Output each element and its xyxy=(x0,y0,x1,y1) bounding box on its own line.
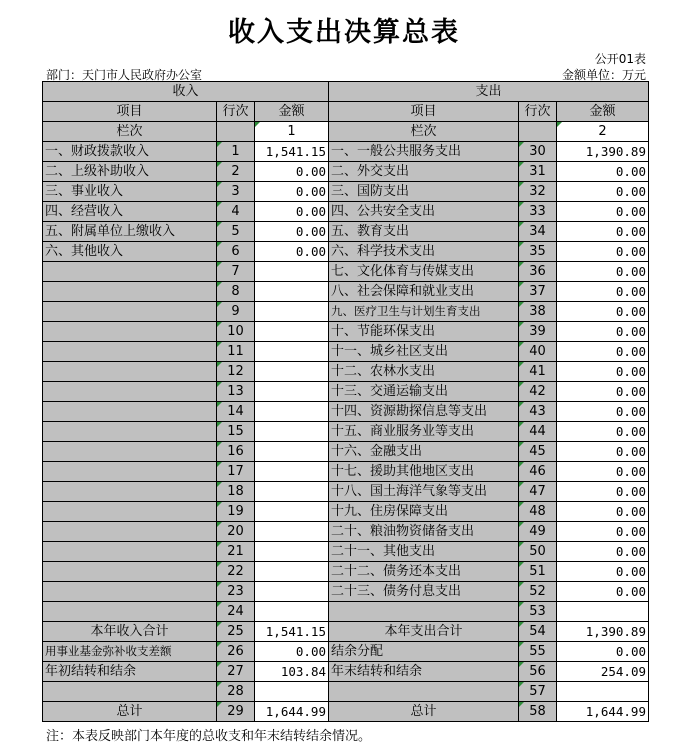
table-row xyxy=(43,402,649,422)
income-amount-cell xyxy=(255,302,329,322)
table-row xyxy=(43,162,649,182)
income-amount-cell xyxy=(255,682,329,702)
income-amount-cell xyxy=(255,462,329,482)
expenditure-amount-cell: 0.00 xyxy=(557,242,649,262)
table-row xyxy=(43,502,649,522)
income-item-cell xyxy=(43,542,217,562)
income-expenditure-table xyxy=(42,81,649,722)
expenditure-amount-cell: 0.00 xyxy=(557,362,649,382)
income-line-cell: 24 xyxy=(217,602,255,622)
expenditure-item-cell: 十七、援助其他地区支出 xyxy=(329,462,519,482)
table-row xyxy=(43,682,649,702)
table-row xyxy=(43,602,649,622)
expenditure-item-cell: 十、节能环保支出 xyxy=(329,322,519,342)
income-amount-cell xyxy=(255,422,329,442)
income-column-label: 栏次 xyxy=(43,122,217,142)
expenditure-amount-cell: 0.00 xyxy=(557,462,649,482)
expenditure-item-cell: 十六、金融支出 xyxy=(329,442,519,462)
income-amount-cell xyxy=(255,282,329,302)
expenditure-line-cell: 47 xyxy=(519,482,557,502)
report-title: 收入支出决算总表 xyxy=(228,17,460,48)
expenditure-item-cell xyxy=(329,602,519,622)
expenditure-item-cell: 九、医疗卫生与计划生育支出 xyxy=(329,302,519,322)
expenditure-line-cell: 51 xyxy=(519,562,557,582)
table-row xyxy=(43,422,649,442)
income-item-header: 项目 xyxy=(43,102,217,122)
income-item-cell xyxy=(43,422,217,442)
expenditure-line-cell: 50 xyxy=(519,542,557,562)
department-label: 部门：天门市人民政府办公室 xyxy=(46,68,203,82)
income-item-cell: 六、其他收入 xyxy=(43,242,217,262)
expenditure-item-cell: 年末结转和结余 xyxy=(329,662,519,682)
income-item-cell xyxy=(43,442,217,462)
expenditure-item-cell: 七、文化体育与传媒支出 xyxy=(329,262,519,282)
expenditure-amount-cell: 0.00 xyxy=(557,262,649,282)
table-row xyxy=(43,242,649,262)
income-item-cell: 总计 xyxy=(43,702,217,722)
expenditure-amount-cell: 0.00 xyxy=(557,162,649,182)
expenditure-item-cell: 二十二、债务还本支出 xyxy=(329,562,519,582)
income-amount-cell xyxy=(255,522,329,542)
expenditure-item-cell: 二十一、其他支出 xyxy=(329,542,519,562)
expenditure-line-cell: 56 xyxy=(519,662,557,682)
income-amount-cell xyxy=(255,322,329,342)
income-line-cell: 22 xyxy=(217,562,255,582)
expenditure-item-cell: 八、社会保障和就业支出 xyxy=(329,282,519,302)
expenditure-amount-cell: 0.00 xyxy=(557,482,649,502)
expenditure-item-cell: 十八、国土海洋气象等支出 xyxy=(329,482,519,502)
income-amount-cell xyxy=(255,542,329,562)
expenditure-amount-cell: 1,390.89 xyxy=(557,622,649,642)
expenditure-item-cell: 十四、资源勘探信息等支出 xyxy=(329,402,519,422)
expenditure-line-cell: 49 xyxy=(519,522,557,542)
expenditure-line-cell: 44 xyxy=(519,422,557,442)
table-row xyxy=(43,182,649,202)
expenditure-line-cell: 40 xyxy=(519,342,557,362)
income-line-cell: 3 xyxy=(217,182,255,202)
income-amount-cell: 0.00 xyxy=(255,222,329,242)
table-row xyxy=(43,482,649,502)
expenditure-item-cell: 本年支出合计 xyxy=(329,622,519,642)
expenditure-line-header: 行次 xyxy=(519,102,557,122)
amount-unit-label: 金额单位：万元 xyxy=(561,68,646,82)
table-row xyxy=(43,222,649,242)
table-row xyxy=(43,342,649,362)
income-line-cell: 11 xyxy=(217,342,255,362)
expenditure-amount-cell: 0.00 xyxy=(557,342,649,362)
income-line-cell: 1 xyxy=(217,142,255,162)
expenditure-item-cell: 二十三、债务付息支出 xyxy=(329,582,519,602)
income-line-cell: 16 xyxy=(217,442,255,462)
expenditure-item-header: 项目 xyxy=(329,102,519,122)
income-line-cell: 23 xyxy=(217,582,255,602)
expenditure-amount-cell: 0.00 xyxy=(557,182,649,202)
income-item-cell: 三、事业收入 xyxy=(43,182,217,202)
income-item-cell xyxy=(43,562,217,582)
income-item-cell: 五、附属单位上缴收入 xyxy=(43,222,217,242)
expenditure-amount-cell xyxy=(557,682,649,702)
income-amount-cell xyxy=(255,262,329,282)
table-row xyxy=(43,142,649,162)
income-line-cell: 8 xyxy=(217,282,255,302)
expenditure-column-label: 栏次 xyxy=(329,122,519,142)
expenditure-item-cell: 三、国防支出 xyxy=(329,182,519,202)
income-line-cell: 13 xyxy=(217,382,255,402)
income-line-cell: 25 xyxy=(217,622,255,642)
income-item-cell xyxy=(43,502,217,522)
income-line-cell: 19 xyxy=(217,502,255,522)
income-amount-cell xyxy=(255,502,329,522)
expenditure-item-cell: 六、科学技术支出 xyxy=(329,242,519,262)
expenditure-column-number: 2 xyxy=(557,122,649,142)
expenditure-item-cell: 二十、粮油物资储备支出 xyxy=(329,522,519,542)
expenditure-line-cell: 37 xyxy=(519,282,557,302)
table-row xyxy=(43,642,649,662)
expenditure-item-cell: 十二、农林水支出 xyxy=(329,362,519,382)
expenditure-item-cell: 四、公共安全支出 xyxy=(329,202,519,222)
income-line-cell: 28 xyxy=(217,682,255,702)
income-item-cell xyxy=(43,262,217,282)
income-line-cell: 14 xyxy=(217,402,255,422)
expenditure-line-cell: 34 xyxy=(519,222,557,242)
income-item-cell xyxy=(43,582,217,602)
income-amount-cell xyxy=(255,602,329,622)
income-amount-cell: 0.00 xyxy=(255,642,329,662)
expenditure-amount-cell: 0.00 xyxy=(557,202,649,222)
expenditure-amount-cell: 0.00 xyxy=(557,322,649,342)
expenditure-line-cell: 57 xyxy=(519,682,557,702)
expenditure-item-cell xyxy=(329,682,519,702)
expenditure-line-cell: 48 xyxy=(519,502,557,522)
income-amount-cell xyxy=(255,362,329,382)
expenditure-amount-cell: 0.00 xyxy=(557,222,649,242)
table-row xyxy=(43,202,649,222)
table-row xyxy=(43,382,649,402)
expenditure-column-line-cell xyxy=(519,122,557,142)
expenditure-line-cell: 38 xyxy=(519,302,557,322)
income-item-cell xyxy=(43,282,217,302)
expenditure-amount-cell: 0.00 xyxy=(557,502,649,522)
income-amount-cell xyxy=(255,402,329,422)
expenditure-line-cell: 54 xyxy=(519,622,557,642)
table-row xyxy=(43,522,649,542)
form-code: 公开01表 xyxy=(594,52,646,66)
income-item-cell: 用事业基金弥补收支差额 xyxy=(43,642,217,662)
income-item-cell xyxy=(43,462,217,482)
income-amount-cell xyxy=(255,442,329,462)
income-line-cell: 29 xyxy=(217,702,255,722)
table-row xyxy=(43,562,649,582)
expenditure-line-cell: 31 xyxy=(519,162,557,182)
expenditure-line-cell: 43 xyxy=(519,402,557,422)
expenditure-line-cell: 41 xyxy=(519,362,557,382)
expenditure-amount-cell: 0.00 xyxy=(557,382,649,402)
income-line-cell: 21 xyxy=(217,542,255,562)
income-amount-cell xyxy=(255,562,329,582)
table-row xyxy=(43,282,649,302)
expenditure-amount-cell: 0.00 xyxy=(557,422,649,442)
expenditure-item-cell: 十一、城乡社区支出 xyxy=(329,342,519,362)
income-item-cell xyxy=(43,382,217,402)
expenditure-item-cell: 总计 xyxy=(329,702,519,722)
income-item-cell xyxy=(43,322,217,342)
expenditure-line-cell: 30 xyxy=(519,142,557,162)
expenditure-amount-cell: 0.00 xyxy=(557,282,649,302)
income-line-cell: 5 xyxy=(217,222,255,242)
expenditure-item-cell: 五、教育支出 xyxy=(329,222,519,242)
income-item-cell: 年初结转和结余 xyxy=(43,662,217,682)
income-item-cell xyxy=(43,362,217,382)
expenditure-amount-cell: 0.00 xyxy=(557,642,649,662)
income-item-cell xyxy=(43,682,217,702)
income-line-cell: 4 xyxy=(217,202,255,222)
income-item-cell: 本年收入合计 xyxy=(43,622,217,642)
table-row xyxy=(43,322,649,342)
expenditure-line-cell: 39 xyxy=(519,322,557,342)
income-amount-cell: 1,541.15 xyxy=(255,622,329,642)
income-item-cell xyxy=(43,522,217,542)
expenditure-amount-cell xyxy=(557,602,649,622)
table-row xyxy=(43,542,649,562)
expenditure-amount-cell: 1,644.99 xyxy=(557,702,649,722)
table-row xyxy=(43,622,649,642)
expenditure-line-cell: 45 xyxy=(519,442,557,462)
income-line-cell: 7 xyxy=(217,262,255,282)
expenditure-amount-cell: 0.00 xyxy=(557,522,649,542)
table-row xyxy=(43,442,649,462)
table-row xyxy=(43,462,649,482)
income-column-number: 1 xyxy=(255,122,329,142)
expenditure-line-cell: 46 xyxy=(519,462,557,482)
expenditure-line-cell: 58 xyxy=(519,702,557,722)
expenditure-item-cell: 一、一般公共服务支出 xyxy=(329,142,519,162)
expenditure-amount-cell: 0.00 xyxy=(557,302,649,322)
income-amount-cell: 0.00 xyxy=(255,162,329,182)
expenditure-item-cell: 十五、商业服务业等支出 xyxy=(329,422,519,442)
expenditure-line-cell: 42 xyxy=(519,382,557,402)
income-line-cell: 15 xyxy=(217,422,255,442)
expenditure-item-cell: 十三、交通运输支出 xyxy=(329,382,519,402)
expenditure-line-cell: 52 xyxy=(519,582,557,602)
income-item-cell xyxy=(43,482,217,502)
income-item-cell xyxy=(43,602,217,622)
expenditure-amount-cell: 0.00 xyxy=(557,442,649,462)
income-amount-cell xyxy=(255,382,329,402)
income-item-cell xyxy=(43,342,217,362)
expenditure-amount-cell: 0.00 xyxy=(557,542,649,562)
expenditure-item-cell: 二、外交支出 xyxy=(329,162,519,182)
income-amount-cell: 0.00 xyxy=(255,202,329,222)
footnote: 注：本表反映部门本年度的总收支和年末结转结余情况。 xyxy=(46,729,372,744)
expenditure-item-cell: 十九、住房保障支出 xyxy=(329,502,519,522)
expenditure-amount-cell: 0.00 xyxy=(557,402,649,422)
table-row xyxy=(43,662,649,682)
income-amount-cell xyxy=(255,342,329,362)
income-line-header: 行次 xyxy=(217,102,255,122)
table-row xyxy=(43,582,649,602)
income-line-cell: 18 xyxy=(217,482,255,502)
expenditure-line-cell: 33 xyxy=(519,202,557,222)
income-item-cell: 二、上级补助收入 xyxy=(43,162,217,182)
income-item-cell xyxy=(43,402,217,422)
income-item-cell: 一、财政拨款收入 xyxy=(43,142,217,162)
income-amount-cell: 1,644.99 xyxy=(255,702,329,722)
table-row xyxy=(43,702,649,722)
expenditure-line-cell: 35 xyxy=(519,242,557,262)
income-line-cell: 20 xyxy=(217,522,255,542)
income-line-cell: 10 xyxy=(217,322,255,342)
income-line-cell: 27 xyxy=(217,662,255,682)
income-item-cell: 四、经营收入 xyxy=(43,202,217,222)
expenditure-line-cell: 36 xyxy=(519,262,557,282)
expenditure-header: 支出 xyxy=(329,82,649,102)
income-amount-header: 金额 xyxy=(255,102,329,122)
income-amount-cell: 103.84 xyxy=(255,662,329,682)
table-row xyxy=(43,302,649,322)
income-line-cell: 2 xyxy=(217,162,255,182)
income-amount-cell: 0.00 xyxy=(255,182,329,202)
expenditure-line-cell: 55 xyxy=(519,642,557,662)
income-amount-cell: 1,541.15 xyxy=(255,142,329,162)
income-line-cell: 17 xyxy=(217,462,255,482)
income-line-cell: 26 xyxy=(217,642,255,662)
income-amount-cell xyxy=(255,482,329,502)
table-row xyxy=(43,262,649,282)
income-line-cell: 12 xyxy=(217,362,255,382)
income-item-cell xyxy=(43,302,217,322)
income-amount-cell: 0.00 xyxy=(255,242,329,262)
expenditure-line-cell: 32 xyxy=(519,182,557,202)
income-column-line-cell xyxy=(217,122,255,142)
expenditure-amount-cell: 0.00 xyxy=(557,582,649,602)
table-row xyxy=(43,362,649,382)
income-amount-cell xyxy=(255,582,329,602)
expenditure-amount-header: 金额 xyxy=(557,102,649,122)
income-line-cell: 9 xyxy=(217,302,255,322)
income-header: 收入 xyxy=(43,82,329,102)
expenditure-amount-cell: 0.00 xyxy=(557,562,649,582)
expenditure-item-cell: 结余分配 xyxy=(329,642,519,662)
expenditure-line-cell: 53 xyxy=(519,602,557,622)
expenditure-amount-cell: 254.09 xyxy=(557,662,649,682)
expenditure-amount-cell: 1,390.89 xyxy=(557,142,649,162)
income-line-cell: 6 xyxy=(217,242,255,262)
